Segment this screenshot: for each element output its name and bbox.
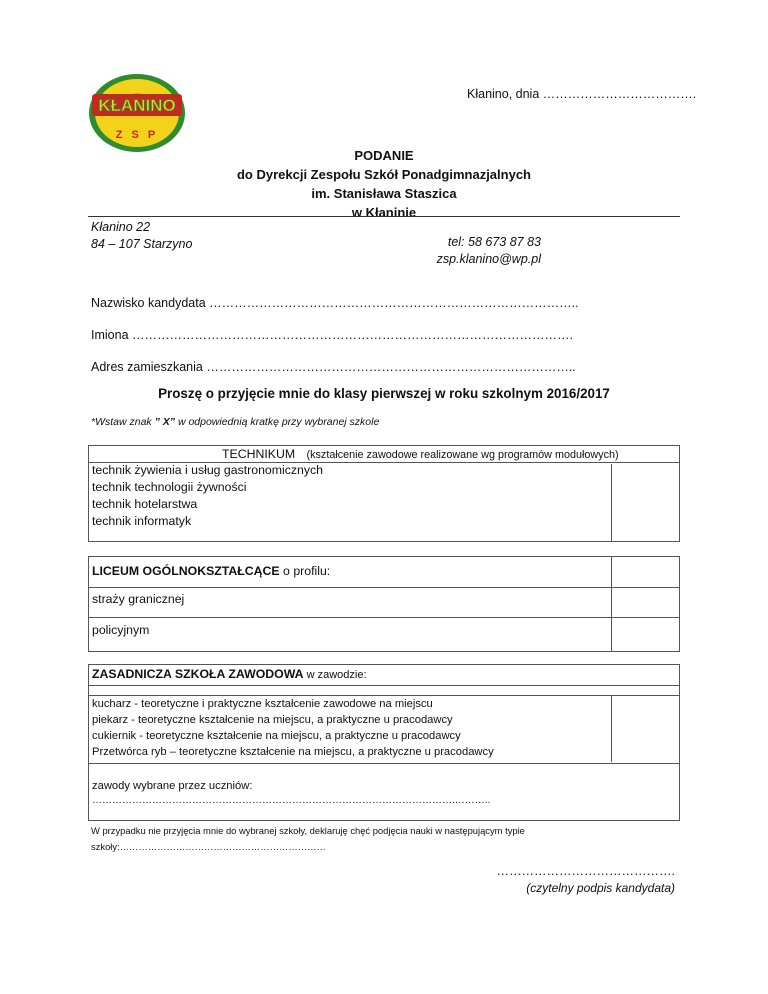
technikum-subtitle: (kształcenie zawodowe realizowane wg programów modułowych) (306, 449, 619, 461)
row-divider (89, 763, 679, 764)
option-label: cukiernik - teoretyczne kształcenie na miejscu, a praktyczne u pracodawcy (92, 730, 461, 742)
technikum-checkbox-1[interactable] (613, 464, 679, 480)
signature-label: (czytelny podpis kandydata) (526, 881, 675, 895)
school-contact (400, 234, 541, 268)
option-label: piekarz - teoretyczne kształcenie na miejscu, a praktyczne u pracodawcy (92, 714, 453, 726)
zawodowa-title: ZASADNICZA SZKOŁA ZAWODOWA (92, 667, 304, 681)
other-professions-field[interactable]: ……………………………………………………………………………………………….……….. (92, 795, 491, 806)
request-heading: Proszę o przyjęcie mnie do klasy pierwszej w roku szkolnym 2016/2017 (158, 386, 610, 401)
school-logo (86, 72, 188, 154)
liceum-title: LICEUM OGÓLNOKSZTAŁCĄCE (92, 564, 280, 578)
title-line: PODANIE (354, 148, 414, 163)
email: zsp.klanino@wp.pl (436, 252, 541, 266)
option-label: kucharz - teoretyczne i praktyczne kształcenie zawodowe na miejscu (92, 698, 433, 710)
footer-line: W przypadku nie przyjęcia mnie do wybranej szkoły, deklaruję chęć podjęcia nauki w następującym typie (91, 825, 525, 836)
logo-sub: Z S P (115, 129, 159, 141)
checkbox-column-divider (611, 464, 612, 541)
place-date: Kłanino, dnia ………………………………. (467, 87, 697, 101)
liceum-checkbox-2[interactable] (613, 619, 679, 651)
alternative-school-declaration (91, 823, 525, 855)
option-label: technik informatyk (92, 514, 192, 528)
document-title (0, 146, 768, 222)
phone: tel: 58 673 87 83 (447, 235, 541, 249)
row-divider (89, 685, 679, 686)
liceum-checkbox-1[interactable] (613, 589, 679, 616)
zawodowa-table (88, 664, 680, 821)
address-line: 84 – 107 Starzyno (91, 237, 193, 251)
title-line: w Kłaninie (351, 205, 417, 220)
technikum-checkbox-2[interactable] (613, 481, 679, 497)
option-label: technik technologii żywności (92, 480, 247, 494)
technikum-title: TECHNIKUM (222, 447, 296, 461)
title-line: im. Stanisława Staszica (311, 186, 457, 201)
row-divider (89, 695, 679, 696)
other-professions-label: zawody wybrane przez uczniów: (92, 780, 253, 792)
instruction-note (91, 416, 379, 428)
technikum-table (88, 445, 680, 542)
technikum-checkbox-4[interactable] (613, 515, 679, 541)
zawodowa-suffix: w zawodzie: (303, 669, 367, 681)
technikum-header (222, 447, 619, 461)
row-divider (89, 587, 679, 588)
note-mark: ” X” (154, 416, 176, 428)
option-label: Przetwórca ryb – teoretyczne kształcenie na miejscu, a praktyczne u pracodawcy (92, 746, 494, 758)
checkbox-column-divider (611, 695, 612, 762)
address-field[interactable]: Adres zamieszkania …………………………………………………………………………….. (91, 360, 576, 374)
footer-line[interactable]: szkoły:………………………………………………………… (91, 841, 326, 852)
option-label: straży granicznej (92, 592, 185, 606)
signature-block (490, 863, 675, 897)
option-label: technik żywienia i usług gastronomicznych (92, 463, 324, 477)
zawodowa-checkbox[interactable] (613, 697, 679, 761)
surname-field[interactable]: Nazwisko kandydata …………………………………………………………………………….. (91, 296, 579, 310)
note-text: *Wstaw znak (91, 416, 155, 428)
signature-field[interactable]: ……………………………………. (496, 864, 675, 878)
note-text: w odpowiednią kratkę przy wybranej szkole (175, 416, 380, 428)
checkbox-column-divider (611, 557, 612, 651)
option-label: technik hotelarstwa (92, 497, 198, 511)
first-names-field[interactable]: Imiona ……………………………………………………………………………………………. (91, 328, 573, 342)
liceum-table (88, 556, 680, 652)
liceum-suffix: o profilu: (279, 564, 331, 578)
school-address (91, 219, 192, 253)
logo-name: KŁANINO (98, 96, 176, 115)
liceum-header (92, 564, 330, 578)
address-line: Kłanino 22 (91, 220, 151, 234)
header-divider (88, 216, 680, 217)
technikum-checkbox-3[interactable] (613, 498, 679, 514)
row-divider (89, 617, 679, 618)
option-label: policyjnym (92, 623, 150, 637)
zawodowa-header (92, 667, 367, 681)
title-line: do Dyrekcji Zespołu Szkół Ponadgimnazjalnych (236, 167, 531, 182)
